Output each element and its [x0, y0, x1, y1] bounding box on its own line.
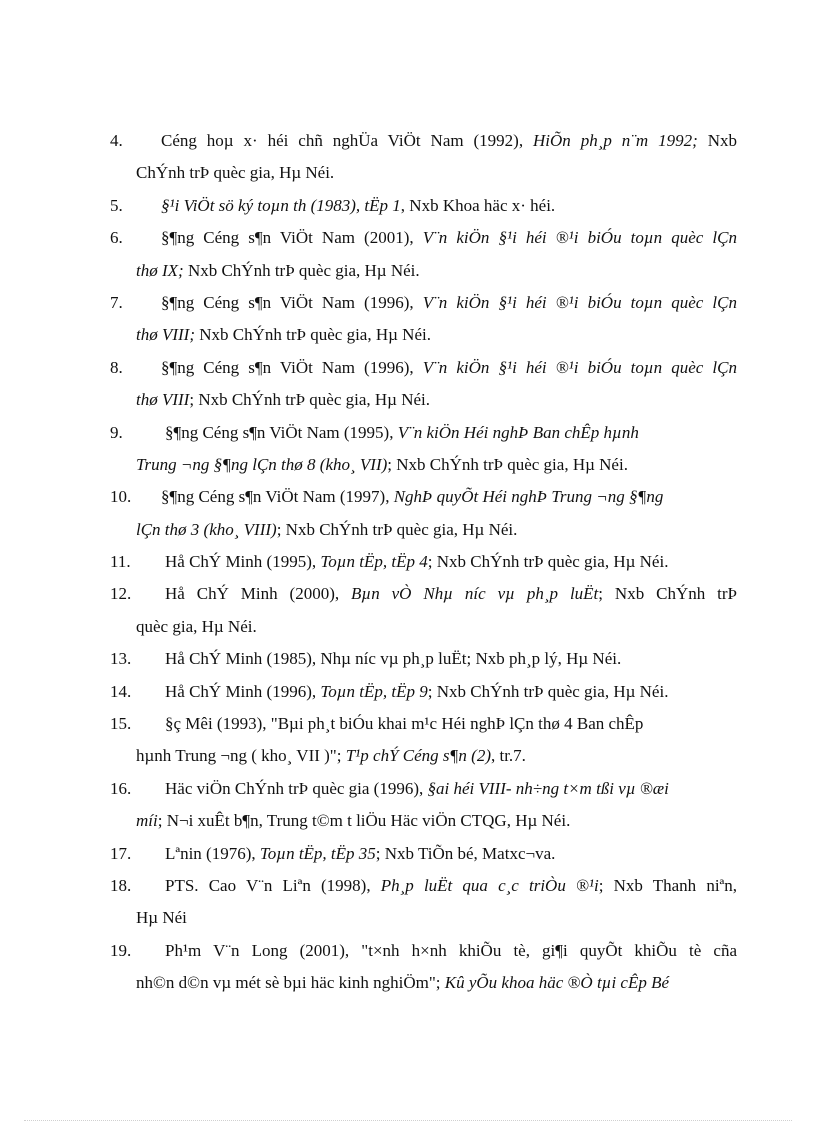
- reference-author: §¶ng Céng s¶n ViÖt Nam (1997),: [161, 487, 394, 507]
- reference-title: NghÞ quyÕt Héi nghÞ Trung ¬ng §¶ng: [393, 487, 664, 507]
- reference-author: PTS. Cao V¨n Liªn (1998),: [165, 875, 381, 895]
- reference-item-5: [0, 191, 816, 223]
- reference-title-cont: lÇn thø 3 (kho¸ VIII): [136, 519, 277, 539]
- reference-title: V¨n kiÖn §¹i héi ®¹i biÓu toµn quèc lÇn: [422, 292, 737, 312]
- reference-text: Hå ChÝ Minh (1985), Nhµ níc vµ ph¸p luËt; Nxb ph¸p lý, Hµ Néi.: [165, 649, 622, 669]
- reference-title-cont: thø VIII;: [136, 325, 196, 345]
- reference-publisher: ; Nxb TiÕn bé, Matxc¬va.: [375, 843, 556, 863]
- reference-number: 5.: [110, 195, 123, 215]
- reference-item-9: [0, 418, 816, 483]
- reference-number: 16.: [110, 778, 132, 798]
- reference-list: [0, 126, 816, 1001]
- reference-title: Bµn vÒ Nhµ níc vµ ph¸p luËt: [351, 584, 599, 604]
- reference-number: 18.: [110, 875, 132, 895]
- reference-title: §¹i ViÖt sö ký toµn th (1983), tËp 1: [161, 195, 401, 215]
- reference-number: 7.: [110, 292, 123, 312]
- reference-author: Céng hoµ x· héi chñ nghÜa ViÖt Nam (1992),: [161, 131, 533, 150]
- reference-publisher: ; Nxb ChÝnh trÞ quèc gia, Hµ Néi.: [276, 519, 518, 539]
- reference-item-14: [0, 677, 816, 709]
- reference-number: 14.: [110, 681, 132, 701]
- reference-text-cont: hµnh Trung ¬ng ( kho¸ VII )";: [136, 746, 346, 766]
- reference-publisher: ; Nxb ChÝnh trÞ quèc gia, Hµ Néi.: [427, 681, 669, 701]
- reference-text-cont: nh©n d©n vµ mét sè bµi häc kinh nghiÖm";: [136, 973, 445, 993]
- reference-title-cont: thø VIII: [136, 390, 190, 410]
- reference-text: §ç Mêi (1993), "Bµi ph¸t biÓu khai m¹c Héi nghÞ lÇn thø 4 Ban chÊp: [165, 714, 644, 734]
- reference-item-4: [0, 126, 816, 191]
- reference-publisher-cont: ChÝnh trÞ quèc gia, Hµ Néi.: [136, 163, 335, 183]
- reference-publisher-cont: Hµ Néi: [136, 908, 187, 928]
- reference-item-15: [0, 709, 816, 774]
- reference-title: §ai héi VIII- nh÷ng t×m tßi vµ ®æi: [427, 778, 669, 798]
- reference-publisher: ; Nxb ChÝnh trÞ quèc gia, Hµ Néi.: [387, 454, 628, 474]
- reference-author: §¶ng Céng s¶n ViÖt Nam (1996),: [161, 357, 423, 377]
- reference-publisher: ; Nxb ChÝnh trÞ quèc gia, Hµ Néi.: [427, 552, 669, 572]
- reference-item-11: [0, 547, 816, 579]
- reference-number: 9.: [110, 422, 123, 442]
- reference-title: V¨n kiÖn Héi nghÞ Ban chÊp hµnh: [397, 422, 639, 442]
- reference-number: 6.: [110, 228, 123, 248]
- reference-author: §¶ng Céng s¶n ViÖt Nam (1995),: [165, 422, 398, 442]
- reference-publisher: Nxb ChÝnh trÞ quèc gia, Hµ Néi.: [183, 260, 420, 280]
- reference-title: Toµn tËp, tËp 9: [320, 681, 428, 701]
- reference-title: Toµn tËp, tËp 4: [320, 552, 428, 572]
- reference-author: §¶ng Céng s¶n ViÖt Nam (1996),: [161, 292, 423, 312]
- reference-number: 13.: [110, 649, 132, 669]
- reference-item-10: [0, 482, 816, 547]
- reference-title: Toµn tËp, tËp 35: [259, 843, 376, 863]
- reference-author: Häc viÖn ChÝnh trÞ quèc gia (1996),: [165, 778, 428, 798]
- reference-publisher: ; Nxb ChÝnh trÞ: [598, 584, 737, 604]
- reference-number: 12.: [110, 584, 132, 604]
- reference-title: V¨n kiÖn §¹i héi ®¹i biÓu toµn quèc lÇn: [422, 357, 737, 377]
- reference-item-8: [0, 353, 816, 418]
- reference-author: Lªnin (1976),: [165, 843, 260, 863]
- reference-journal: Kû yÕu khoa häc ®Ò tµi cÊp Bé: [444, 973, 670, 993]
- reference-item-6: [0, 223, 816, 288]
- reference-publisher-cont: quèc gia, Hµ Néi.: [136, 616, 257, 636]
- reference-number: 11.: [110, 552, 131, 572]
- reference-journal: T¹p chÝ Céng s¶n (2): [345, 746, 491, 766]
- reference-item-12: [0, 579, 816, 644]
- reference-author: Hå ChÝ Minh (1995),: [165, 552, 321, 572]
- reference-title: Ph¸p luËt qua c¸c triÒu ®¹i: [380, 875, 599, 895]
- reference-number: 19.: [110, 940, 132, 960]
- reference-author: §¶ng Céng s¶n ViÖt Nam (2001),: [161, 228, 423, 248]
- reference-publisher: ; Nxb Thanh niªn,: [598, 875, 737, 895]
- reference-number: 15.: [110, 714, 132, 734]
- reference-number: 8.: [110, 357, 123, 377]
- reference-item-7: [0, 288, 816, 353]
- reference-pages: , tr.7.: [490, 746, 526, 766]
- reference-title: HiÕn ph¸p n¨m 1992;: [533, 131, 698, 150]
- reference-number: 17.: [110, 843, 132, 863]
- page-bottom-rule: [24, 1120, 792, 1121]
- reference-publisher: , Nxb Khoa häc x· héi.: [400, 195, 556, 215]
- reference-item-19: [0, 936, 816, 1001]
- reference-number: 4.: [110, 131, 123, 150]
- reference-item-17: [0, 839, 816, 871]
- reference-title-cont: thø IX;: [136, 260, 184, 280]
- reference-title: V¨n kiÖn §¹i héi ®¹i biÓu toµn quèc lÇn: [422, 228, 737, 248]
- reference-item-13: [0, 644, 816, 676]
- reference-title-cont: Trung ¬ng §¶ng lÇn thø 8 (kho¸ VII): [136, 454, 388, 474]
- reference-item-16: [0, 774, 816, 839]
- reference-author: Hå ChÝ Minh (1996),: [165, 681, 321, 701]
- reference-publisher: ; N¬i xuÊt b¶n, Trung t©m t liÖu Häc viÖn CTQG, Hµ Néi.: [157, 811, 571, 831]
- reference-title-cont: míi: [136, 811, 158, 831]
- reference-publisher: Nxb ChÝnh trÞ quèc gia, Hµ Néi.: [195, 325, 431, 345]
- reference-text: Ph¹m V¨n Long (2001), "t×nh h×nh khiÕu tè, gi¶i quyÕt khiÕu tè cña: [165, 940, 737, 960]
- reference-publisher: Nxb: [697, 131, 737, 150]
- reference-publisher: ; Nxb ChÝnh trÞ quèc gia, Hµ Néi.: [189, 390, 431, 410]
- reference-number: 10.: [110, 487, 132, 507]
- reference-item-18: [0, 871, 816, 936]
- reference-author: Hå ChÝ Minh (2000),: [165, 584, 352, 604]
